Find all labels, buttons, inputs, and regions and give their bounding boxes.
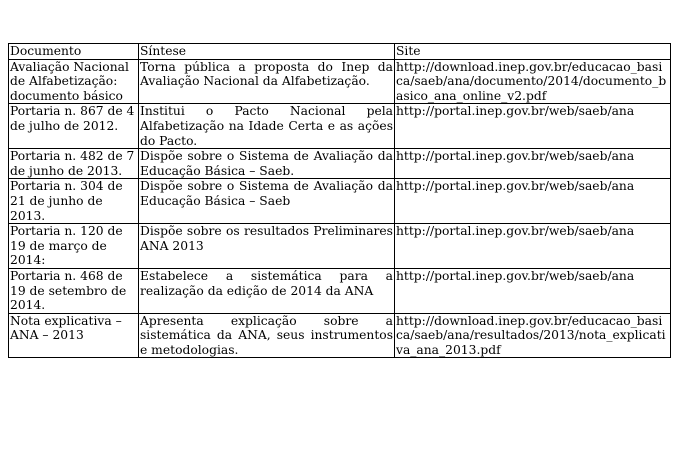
cell-documento: Avaliação Nacional de Alfabetização: documento básico: [9, 59, 139, 104]
cell-sintese: Dispõe sobre o Sistema de Avaliação da Educação Básica – Saeb: [139, 179, 395, 224]
cell-site-link[interactable]: http://download.inep.gov.br/educacao_basica/saeb/ana/documento/2014/documento_basico_ana_online_v2.pdf: [395, 59, 671, 104]
cell-sintese: Torna pública a proposta do Inep da Avaliação Nacional da Alfabetização.: [139, 59, 395, 104]
cell-documento: Portaria n. 482 de 7 de junho de 2013.: [9, 149, 139, 179]
header-sintese: Síntese: [139, 44, 395, 60]
cell-sintese: Institui o Pacto Nacional pela Alfabetização na Idade Certa e as ações do Pacto.: [140, 104, 393, 148]
header-site: Site: [395, 44, 671, 60]
table-row: [9, 313, 671, 358]
cell-site-link[interactable]: http://download.inep.gov.br/educacao_basica/saeb/ana/resultados/2013/nota_explicativa_ana_2013.pdf: [395, 313, 671, 358]
document-table: [8, 43, 671, 358]
cell-documento: Nota explicativa – ANA – 2013: [9, 313, 139, 358]
table-row: [9, 59, 671, 104]
cell-site-link[interactable]: http://portal.inep.gov.br/web/saeb/ana: [395, 268, 671, 313]
cell-site-link[interactable]: http://portal.inep.gov.br/web/saeb/ana: [395, 224, 671, 269]
header-documento: Documento: [9, 44, 139, 60]
cell-sintese: Estabelece a sistemática para a realização da edição de 2014 da ANA: [139, 268, 395, 313]
table-row: [9, 179, 671, 224]
table-row: [9, 149, 671, 179]
cell-documento: Portaria n. 867 de 4 de julho de 2012.: [9, 104, 139, 149]
cell-site-link[interactable]: http://portal.inep.gov.br/web/saeb/ana: [395, 179, 671, 224]
table-row: [9, 224, 671, 269]
cell-documento: Portaria n. 304 de 21 de junho de 2013.: [9, 179, 139, 224]
cell-sintese: Dispõe sobre o Sistema de Avaliação da Educação Básica – Saeb.: [140, 149, 393, 178]
document-table-container: [8, 43, 670, 358]
cell-site-link[interactable]: http://portal.inep.gov.br/web/saeb/ana: [395, 104, 671, 149]
table-header-row: [9, 44, 671, 60]
table-row: [9, 104, 671, 149]
cell-documento: Portaria n. 120 de 19 de março de 2014:: [9, 224, 139, 269]
cell-documento: Portaria n. 468 de 19 de setembro de 2014.: [9, 268, 139, 313]
table-row: [9, 268, 671, 313]
cell-sintese: Apresenta explicação sobre a sistemática da ANA, seus instrumentos e metodologias.: [140, 313, 393, 357]
cell-site-link[interactable]: http://portal.inep.gov.br/web/saeb/ana: [395, 149, 671, 179]
cell-sintese: Dispõe sobre os resultados Preliminares ANA 2013: [139, 224, 395, 269]
